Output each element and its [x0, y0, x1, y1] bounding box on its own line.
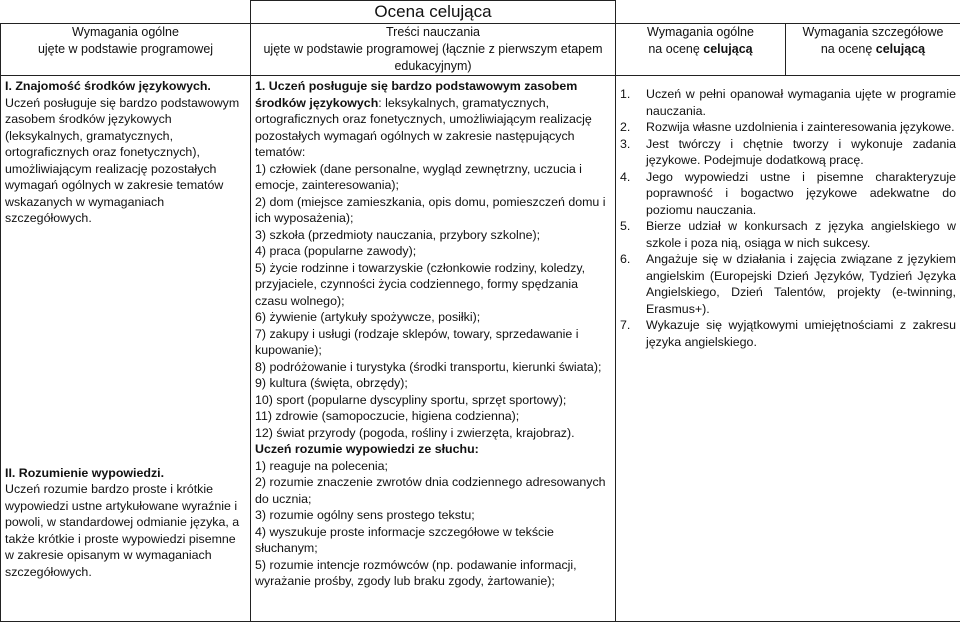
item-text: Jest twórczy i chętnie tworzy i wykonuje zadania językowe. Podejmuje dodatkową pracę.	[646, 136, 956, 169]
item-number: 4.	[620, 169, 646, 219]
item-text: Angażuje się w działania i zajęcia związane z językiem angielskim (Europejski Dzień Języków, Tydzień Języka Angielskiego, Dzień Talentów, projekty (e-twinning, Erasmus+).	[646, 251, 956, 317]
grade-requirement-item	[620, 317, 956, 350]
topic-item: 9) kultura (święta, obrzędy);	[255, 375, 611, 392]
intro-text: : leksykalnych, gramatycznych, ortograficznych oraz fonetycznych, umożliwiającym realizację pozostałych wymagań ogólnych w zakresie następujących tematów:	[255, 96, 592, 160]
listening-item: 4) wyszukuje proste informacje szczegółowe w tekście słuchanym;	[255, 524, 611, 557]
topic-item: 2) dom (miejsce zamieszkania, opis domu, pomieszczeń domu i ich wyposażenia);	[255, 194, 611, 227]
item-number: 5.	[620, 218, 646, 251]
topic-item: 1) człowiek (dane personalne, wygląd zewnętrzny, uczucia i emocje, zainteresowania);	[255, 161, 611, 194]
item-text: Uczeń w pełni opanował wymagania ujęte w programie nauczania.	[646, 86, 956, 119]
item-number: 2.	[620, 119, 646, 136]
section-title-language-knowledge: I. Znajomość środków językowych.	[5, 78, 246, 95]
grade-requirement-item	[620, 86, 956, 119]
listening-item: 2) rozumie znaczenie zwrotów dnia codziennego adresowanych do ucznia;	[255, 474, 611, 507]
grade-requirement-item	[620, 169, 956, 219]
item-number: 6.	[620, 251, 646, 317]
topic-item: 10) sport (popularne dyscypliny sportu, sprzęt sportowy);	[255, 392, 611, 409]
topic-item: 6) żywienie (artykuły spożywcze, posiłki);	[255, 309, 611, 326]
listening-title: Uczeń rozumie wypowiedzi ze słuchu:	[255, 441, 611, 458]
topic-item: 3) szkoła (przedmioty nauczania, przybory szkolne);	[255, 227, 611, 244]
header-general-grade-requirements: Wymagania ogólne na ocenę celującą	[616, 24, 786, 76]
item-text: Jego wypowiedzi ustne i pisemne charakteryzuje poprawność i bogactwo językowe adekwatne do poziomu nauczania.	[646, 169, 956, 219]
general-requirements-cell	[1, 76, 251, 622]
grade-requirements-cell	[616, 76, 960, 622]
grade-requirement-item	[620, 251, 956, 317]
topic-item: 12) świat przyrody (pogoda, rośliny i zwierzęta, krajobraz).	[255, 425, 611, 442]
grade-requirement-item	[620, 119, 956, 136]
topic-item: 5) życie rodzinne i towarzyskie (członkowie rodziny, koledzy, przyjaciele, czynności życia codziennego, formy spędzania czasu wolnego);	[255, 260, 611, 310]
topic-item: 7) zakupy i usługi (rodzaje sklepów, towary, sprzedawanie i kupowanie);	[255, 326, 611, 359]
item-number: 3.	[620, 136, 646, 169]
item-number: 7.	[620, 317, 646, 350]
section-text-comprehension: Uczeń rozumie bardzo proste i krótkie wypowiedzi ustne artykułowane wyraźnie i powoli, w standardowej odmianie języka, a także krótkie i proste wypowiedzi pisemne w zakresie opisanym w wymaganiach szczegółowych.	[5, 481, 246, 580]
item-text: Bierze udział w konkursach z języka angielskiego w szkole i poza nią, osiąga w nich sukcesy.	[646, 218, 956, 251]
topic-item: 8) podróżowanie i turystyka (środki transportu, kierunki świata);	[255, 359, 611, 376]
header-general-requirements: Wymagania ogólne ujęte w podstawie programowej	[1, 24, 251, 76]
intro-bold: 1. Uczeń posługuje się bardzo podstawowym zasobem środków językowych	[255, 79, 577, 110]
grade-requirement-item	[620, 136, 956, 169]
item-text: Rozwija własne uzdolnienia i zainteresowania językowe.	[646, 119, 956, 136]
header-detailed-grade-requirements: Wymagania szczegółowe na ocenę celującą	[786, 24, 960, 76]
listening-item: 1) reaguje na polecenia;	[255, 458, 611, 475]
topic-item: 4) praca (popularne zawody);	[255, 243, 611, 260]
section-title-comprehension: II. Rozumienie wypowiedzi.	[5, 465, 246, 482]
curriculum-content-cell	[251, 76, 616, 622]
table-title: Ocena celująca	[251, 1, 616, 24]
section-text-language-knowledge: Uczeń posługuje się bardzo podstawowym zasobem środków językowych (leksykalnych, gramatycznych, ortograficznych oraz fonetycznych), umożliwiającym realizację pozostałych wymagań ogólnych w zakresie tematów wskazanych w wymaganiach szczegółowych.	[5, 95, 246, 227]
header-curriculum-content: Treści nauczania ujęte w podstawie programowej (łącznie z pierwszym etapem edukacyjnym)	[251, 24, 616, 76]
topic-item: 11) zdrowie (samopoczucie, higiena codzienna);	[255, 408, 611, 425]
listening-item: 5) rozumie intencje rozmówców (np. podawanie informacji, wyrażanie prośby, zgody lub braku zgody, żartowanie);	[255, 557, 611, 590]
item-text: Wykazuje się wyjątkowymi umiejętnościami z zakresu języka angielskiego.	[646, 317, 956, 350]
item-number: 1.	[620, 86, 646, 119]
listening-item: 3) rozumie ogólny sens prostego tekstu;	[255, 507, 611, 524]
grade-requirement-item	[620, 218, 956, 251]
